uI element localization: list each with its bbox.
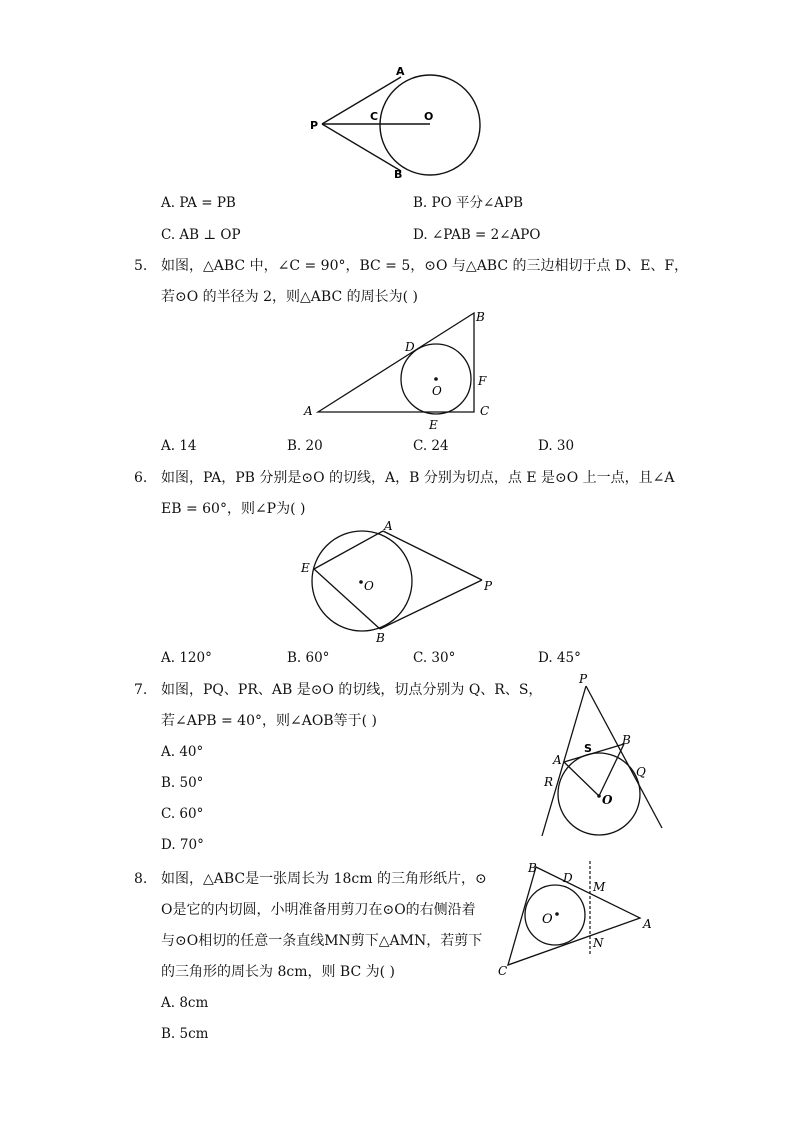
q7-label-q: Q [636,765,646,779]
q8-label-a: A [643,917,652,931]
q6-figure [298,518,508,648]
q4-label-a: A [396,65,405,78]
q5-label-e: E [429,418,438,432]
q6-option-a: A. 120° [161,650,212,666]
q6-label-o: O [364,579,374,593]
q8-text-line4: 的三角形的周长为 8cm，则 BC 为( ) [161,964,396,980]
q6-label-a: A [384,519,393,533]
q4-option-a: A. PA = PB [161,195,236,211]
q5-text-line1: 如图，△ABC 中，∠C = 90°，BC = 5，⊙O 与△ABC 的三边相切于点 D、E、F， [161,258,689,274]
q7-number: 7. [134,682,148,698]
q5-number: 5. [134,258,148,274]
q6-label-p: P [484,579,493,593]
q6-text-line2: EB = 60°，则∠P为( ) [161,501,306,517]
q4-figure [300,60,500,185]
q6-label-b: B [376,631,385,645]
q6-number: 6. [134,470,148,486]
q5-label-f: F [478,374,487,388]
q7-label-r: R [544,775,554,789]
q4-label-o: O [424,110,434,123]
q8-label-d: D [563,871,573,885]
q7-text-line2: 若∠APB = 40°，则∠AOB等于( ) [161,713,377,729]
q8-text-line2: O是它的内切圆，小明准备用剪刀在⊙O的右侧沿着 [161,902,476,918]
q8-label-n: N [593,936,604,950]
q8-label-o: O [542,912,553,927]
q6-text-line1: 如图，PA，PB 分别是⊙O 的切线，A，B 分别为切点，点 E 是⊙O 上一点，且∠A [161,470,675,486]
q7-option-b: B. 50° [161,775,204,791]
q8-label-c: C [498,964,508,978]
q8-text-line3: 与⊙O相切的任意一条直线MN剪下△AMN，若剪下 [161,933,483,949]
q6-option-c: C. 30° [413,650,456,666]
q4-option-b: B. PO 平分∠APB [413,195,524,211]
q6-label-e: E [301,561,310,575]
q5-option-d: D. 30 [538,438,575,454]
q5-label-a: A [304,404,313,418]
q8-figure [490,855,665,980]
q6-option-b: B. 60° [287,650,330,666]
q8-number: 8. [134,871,148,887]
q7-option-d: D. 70° [161,837,204,853]
q7-option-a: A. 40° [161,744,204,760]
q7-label-a: A [553,753,562,767]
q4-option-d: D. ∠PAB = 2∠APO [413,227,541,243]
q5-option-a: A. 14 [161,438,197,454]
q4-option-c: C. AB ⊥ OP [161,227,241,243]
q4-label-p: P [310,119,319,132]
q8-label-b: B [528,861,537,875]
q5-text-line2: 若⊙O 的半径为 2，则△ABC 的周长为( ) [161,289,418,305]
q5-label-d: D [405,340,415,354]
q7-label-b: B [622,733,631,747]
q5-label-o: O [432,384,442,398]
q7-option-c: C. 60° [161,806,204,822]
q7-label-s: S [584,742,592,755]
q4-label-c: C [370,110,379,123]
q4-label-b: B [394,168,403,181]
q5-option-c: C. 24 [413,438,449,454]
q6-option-d: D. 45° [538,650,581,666]
q5-label-c: C [480,404,490,418]
q8-text-line1: 如图，△ABC是一张周长为 18cm 的三角形纸片，⊙ [161,871,487,887]
q5-figure [298,305,498,435]
q8-label-m: M [593,880,606,894]
q5-label-b: B [476,310,485,324]
q5-option-b: B. 20 [287,438,323,454]
q7-text-line1: 如图，PQ、PR、AB 是⊙O 的切线，切点分别为 Q、R、S， [161,682,543,698]
q7-label-o: O [602,793,613,807]
q7-label-p: P [579,672,588,686]
q8-option-b: B. 5cm [161,1026,209,1042]
q8-option-a: A. 8cm [161,995,209,1011]
q7-figure [530,668,670,843]
